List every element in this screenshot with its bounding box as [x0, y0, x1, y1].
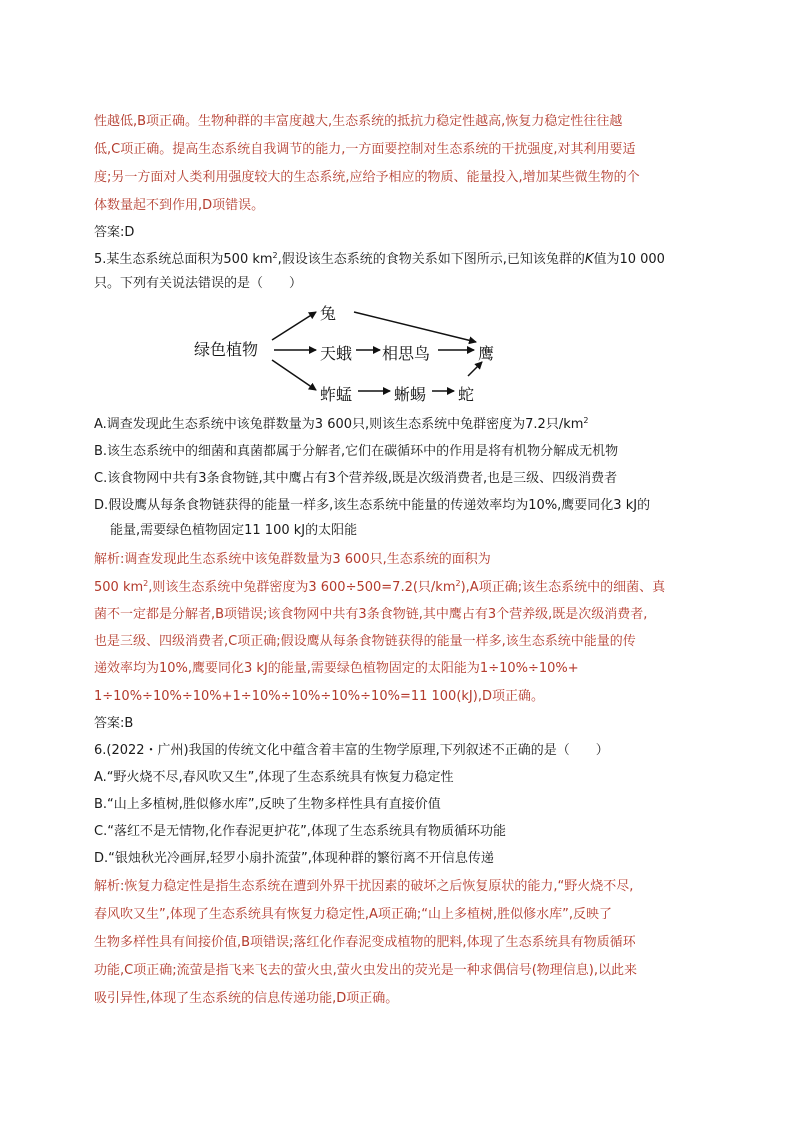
- node-hawk: 鹰: [478, 344, 495, 363]
- prev-explanation-line-1: 性越低,B项正确。生物种群的丰富度越大,生态系统的抵抗力稳定性越高,恢复力稳定性往往越: [94, 114, 623, 129]
- q5-analysis-line-3: 菌不一定都是分解者,B项错误;该食物网中共有3条食物链,其中鹰占有3个营养级,既是次级消费者,: [94, 607, 648, 622]
- node-moth: 天蛾: [320, 344, 353, 363]
- q5-analysis-line-6: 1÷10%÷10%÷10%+1÷10%÷10%÷10%÷10%=11 100(kJ),D项正确。: [94, 689, 544, 704]
- superscript-2: 2: [272, 251, 278, 260]
- q6-option-a: A.“野火烧不尽,春风吹又生”,体现了生态系统具有恢复力稳定性: [94, 770, 454, 785]
- arrow-plants-grasshopper: [272, 360, 316, 390]
- q5-option-a-text: A.调查发现此生态系统中该兔群数量为3 600只,则该生态系统中兔群密度为7.2只/km: [94, 417, 584, 432]
- answer-q5: 答案:B: [94, 716, 134, 731]
- q6-option-c: C.“落红不是无情物,化作春泥更护花”,体现了生态系统具有物质循环功能: [94, 824, 506, 839]
- node-green-plants: 绿色植物: [194, 340, 259, 359]
- q6-analysis-line-4: 功能,C项正确;流萤是指飞来飞去的萤火虫,萤火虫发出的荧光是一种求偶信号(物理信息),以此来: [94, 963, 637, 978]
- q5-stem-line-1: [94, 250, 665, 270]
- prev-explanation-line-3: 度;另一方面对人类利用强度较大的生态系统,应给予相应的物质、能量投入,增加某些微生物的个: [94, 170, 640, 185]
- q5-analysis-line-1: 解析:调查发现此生态系统中该兔群数量为3 600只,生态系统的面积为: [94, 552, 491, 567]
- q6-analysis-line-1: 解析:恢复力稳定性是指生态系统在遭到外界干扰因素的破坏之后恢复原状的能力,“野火烧不尽,: [94, 879, 634, 894]
- q6-analysis-line-2: 春风吹又生”,体现了生态系统具有恢复力稳定性,A项正确;“山上多植树,胜似修水库”,反映了: [94, 907, 613, 922]
- arrow-snake-hawk: [468, 362, 482, 376]
- node-bird: 相思鸟: [382, 344, 431, 363]
- node-lizard: 蜥蜴: [394, 385, 427, 404]
- q5-analysis-line-2: [94, 578, 665, 598]
- q5-stem-part-a: 5.某生态系统总面积为500 km: [94, 252, 273, 267]
- q5-analysis-part-c: ),A项正确;该生态系统中的细菌、真: [460, 580, 666, 595]
- q5-analysis-part-b: ,则该生态系统中兔群密度为3 600÷500=7.2(只/km: [148, 580, 456, 595]
- answer-q4: 答案:D: [94, 225, 135, 240]
- k-symbol: K: [584, 252, 594, 267]
- q5-option-d-line-2: 能量,需要绿色植物固定11 100 kJ的太阳能: [110, 523, 358, 538]
- q5-analysis-line-4: 也是三级、四级消费者,C项正确;假设鹰从每条食物链获得的能量一样多,该生态系统中能量的传: [94, 634, 636, 649]
- q6-stem: 6.(2022・广州)我国的传统文化中蕴含着丰富的生物学原理,下列叙述不正确的是（ ）: [94, 743, 609, 758]
- arrow-plants-rabbit: [272, 312, 316, 340]
- q5-option-c: C.该食物网中共有3条食物链,其中鹰占有3个营养级,既是次级消费者,也是三级、四级消费者: [94, 471, 618, 486]
- q6-option-b: B.“山上多植树,胜似修水库”,反映了生物多样性具有直接价值: [94, 797, 441, 812]
- q5-stem-part-c: 值为10 000: [593, 252, 665, 267]
- q5-stem-line-2: 只。下列有关说法错误的是（ ）: [94, 276, 303, 291]
- food-web-diagram: [186, 298, 516, 408]
- node-snake: 蛇: [458, 385, 475, 404]
- q6-analysis-line-3: 生物多样性具有间接价值,B项错误;落红化作春泥变成植物的肥料,体现了生态系统具有物质循环: [94, 935, 636, 950]
- arrow-rabbit-hawk: [354, 312, 476, 342]
- q5-analysis-line-5: 递效率均为10%,鹰要同化3 kJ的能量,需要绿色植物固定的太阳能为1÷10%÷10%+: [94, 661, 579, 676]
- q6-analysis-line-5: 吸引异性,体现了生态系统的信息传递功能,D项正确。: [94, 991, 399, 1006]
- prev-explanation-line-4: 体数量起不到作用,D项错误。: [94, 198, 265, 213]
- q5-analysis-part-a: 500 km: [94, 580, 144, 595]
- node-rabbit: 兔: [320, 304, 337, 323]
- superscript-2: 2: [583, 416, 589, 425]
- q5-stem-part-b: ,假设该生态系统的食物关系如下图所示,已知该兔群的: [277, 252, 585, 267]
- node-grasshopper: 蚱蜢: [320, 385, 353, 404]
- q5-option-a: [94, 415, 589, 435]
- prev-explanation-line-2: 低,C项正确。提高生态系统自我调节的能力,一方面要控制对生态系统的干扰强度,对其利用要适: [94, 142, 636, 157]
- superscript-2: 2: [143, 579, 149, 588]
- q5-option-b: B.该生态系统中的细菌和真菌都属于分解者,它们在碳循环中的作用是将有机物分解成无机物: [94, 444, 619, 459]
- q5-option-d-line-1: D.假设鹰从每条食物链获得的能量一样多,该生态系统中能量的传递效率均为10%,鹰要同化3 kJ的: [94, 498, 651, 513]
- q6-option-d: D.“银烛秋光冷画屏,轻罗小扇扑流萤”,体现种群的繁衍离不开信息传递: [94, 851, 494, 866]
- superscript-2: 2: [455, 579, 461, 588]
